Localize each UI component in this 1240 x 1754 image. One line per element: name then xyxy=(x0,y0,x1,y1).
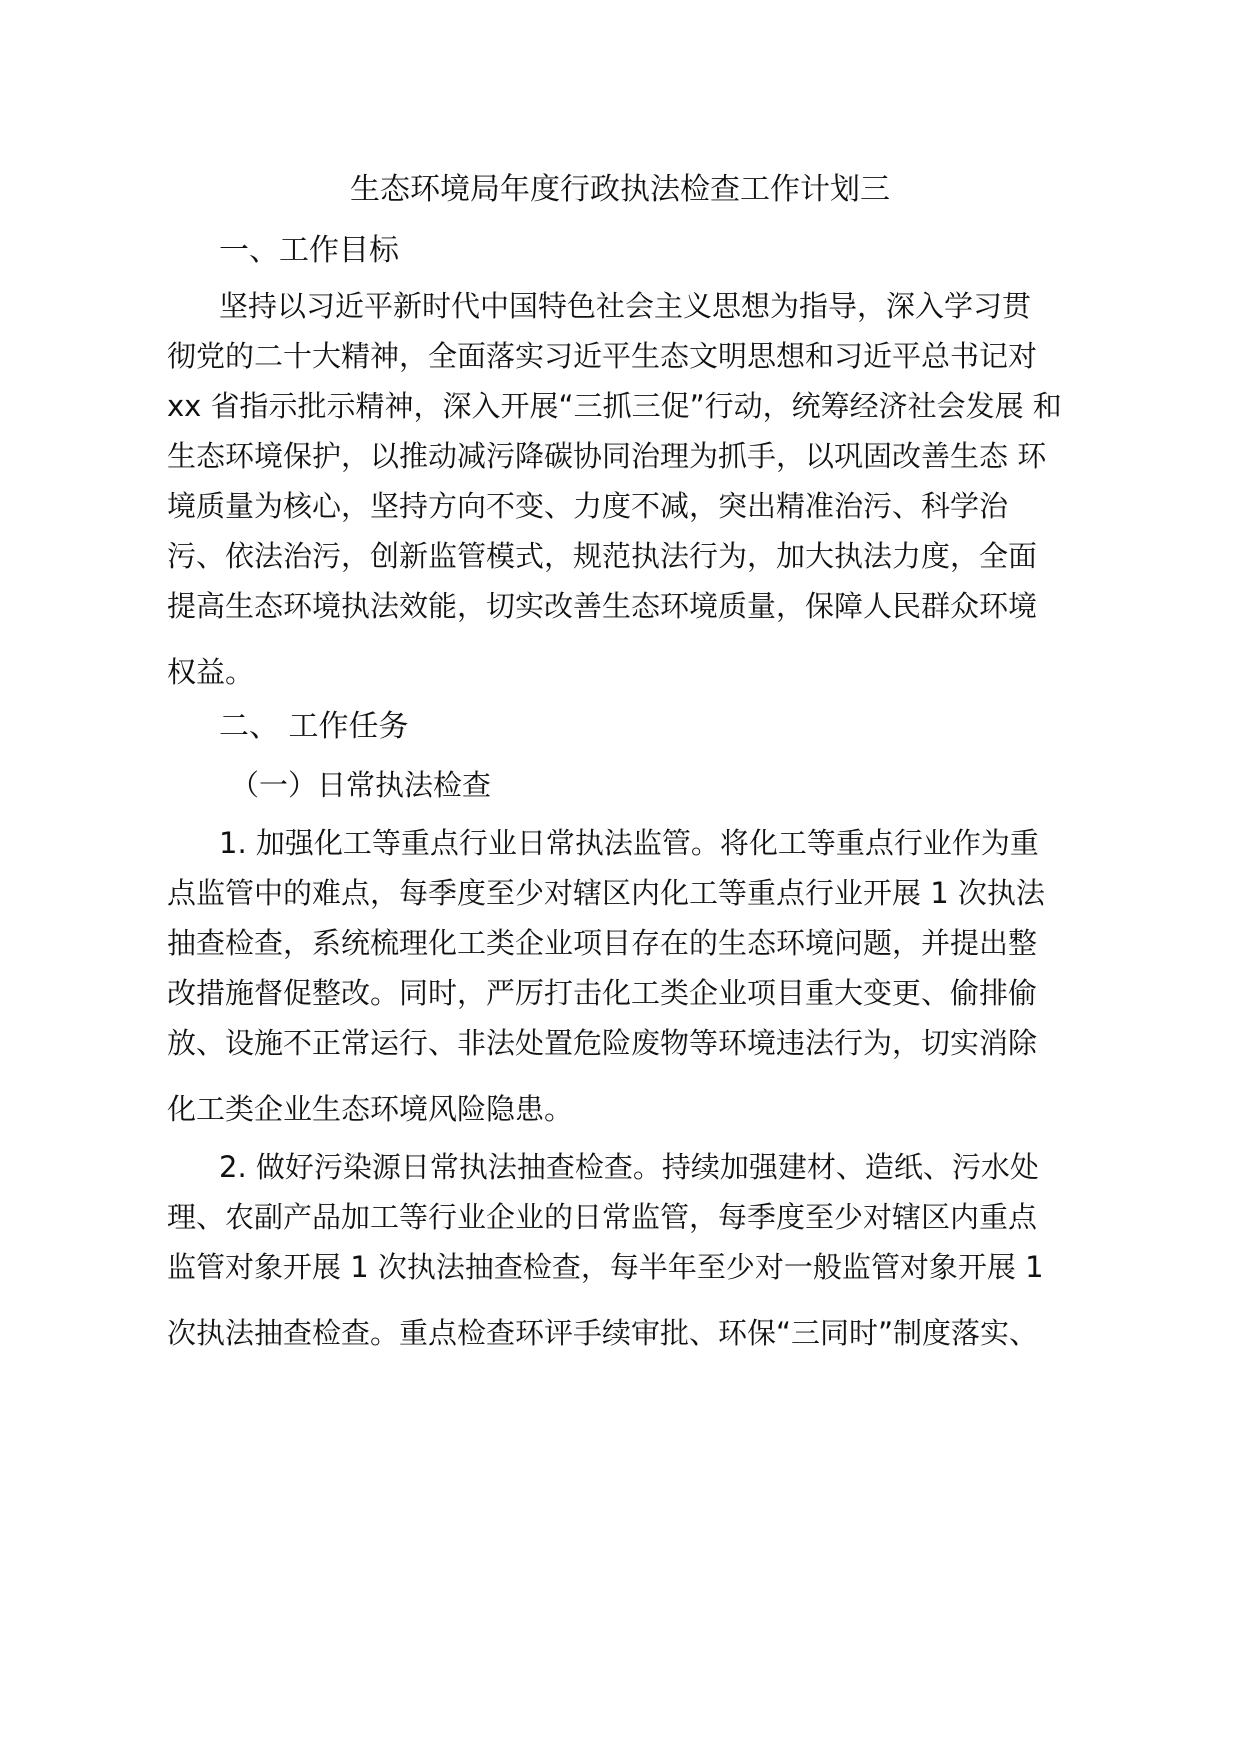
subsection-heading: （一）日常执法检查 xyxy=(230,768,492,802)
paragraph-line: 放、设施不正常运行、非法处置危险废物等环境违法行为，切实消除 xyxy=(167,1026,1038,1060)
paragraph-line: 化工类企业生态环境风险隐患。 xyxy=(167,1092,574,1126)
paragraph-line: 提高生态环境执法效能，切实改善生态环境质量，保障人民群众环境 xyxy=(167,589,1038,623)
paragraph-line: 生态环境保护，以推动减污降碳协同治理为抓手，以巩固改善生态 环 xyxy=(167,439,1047,473)
paragraph-line: 2. 做好污染源日常执法抽查检查。持续加强建材、造纸、污水处 xyxy=(219,1150,1039,1184)
paragraph-line: 抽查检查，系统梳理化工类企业项目存在的生态环境问题，并提出整 xyxy=(167,926,1038,960)
paragraph-line: 污、依法治污，创新监管模式，规范执法行为，加大执法力度，全面 xyxy=(167,539,1038,573)
paragraph-line: 权益。 xyxy=(167,655,255,689)
document-title: 生态环境局年度行政执法检查工作计划三 xyxy=(350,172,890,207)
paragraph-line: xx 省指示批示精神，深入开展“三抓三促”行动，统筹经济社会发展 和 xyxy=(167,389,1062,423)
paragraph-line: 监管对象开展 1 次执法抽查检查，每半年至少对一般监管对象开展 1 xyxy=(167,1250,1044,1284)
section-heading-tasks: 二、 工作任务 xyxy=(219,709,409,744)
section-heading-goals: 一、工作目标 xyxy=(219,233,399,268)
paragraph-line: 改措施督促整改。同时，严厉打击化工类企业项目重大变更、偷排偷 xyxy=(167,976,1038,1010)
paragraph-line: 坚持以习近平新时代中国特色社会主义思想为指导，深入学习贯 xyxy=(219,289,1032,323)
paragraph-line: 点监管中的难点，每季度至少对辖区内化工等重点行业开展 1 次执法 xyxy=(167,876,1045,910)
paragraph-line: 次执法抽查检查。重点检查环评手续审批、环保“三同时”制度落实、 xyxy=(167,1316,1039,1350)
paragraph-line: 1. 加强化工等重点行业日常执法监管。将化工等重点行业作为重 xyxy=(219,826,1039,860)
paragraph-line: 理、农副产品加工等行业企业的日常监管，每季度至少对辖区内重点 xyxy=(167,1200,1038,1234)
paragraph-line: 境质量为核心，坚持方向不变、力度不减，突出精准治污、科学治 xyxy=(167,489,1009,523)
paragraph-line: 彻党的二十大精神，全面落实习近平生态文明思想和习近平总书记对 xyxy=(167,339,1038,373)
